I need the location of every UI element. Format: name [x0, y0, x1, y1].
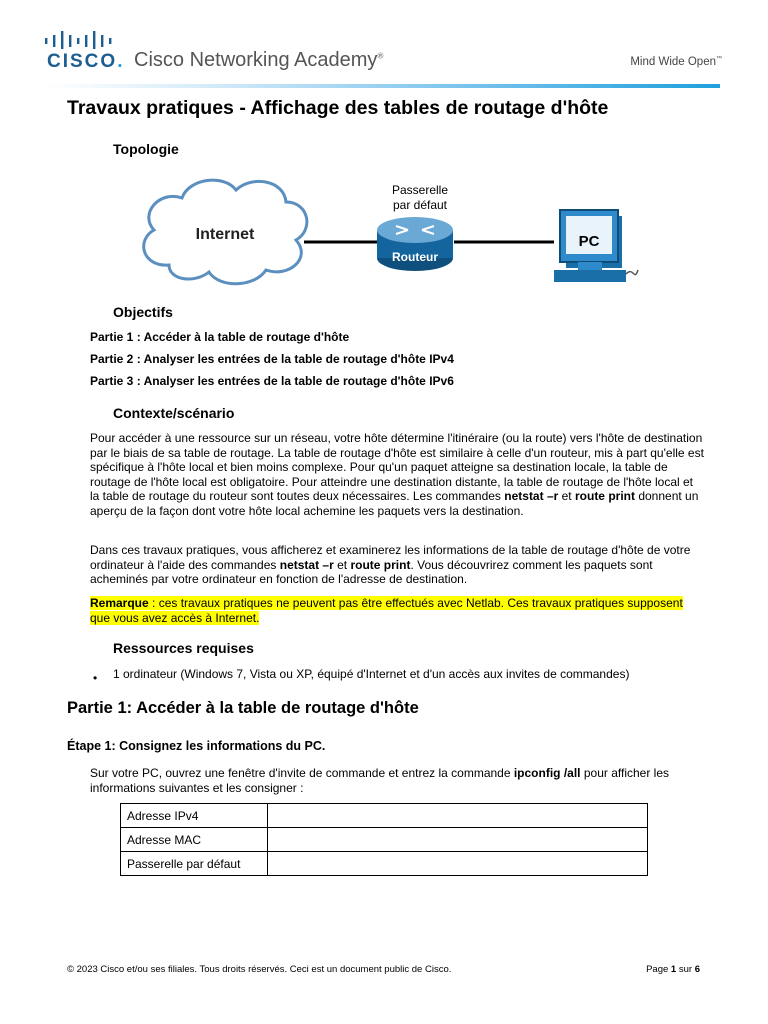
table-row [121, 852, 648, 876]
context-heading: Contexte/scénario [113, 405, 235, 421]
context-paragraph-2: Dans ces travaux pratiques, vous afficherez et examinerez les informations de la table de routage d'hôte de votre ordinateur à l'aide des commandes netstat –r et route print. Vous découvrirez comment les paquets sont acheminés par votre ordinateur en fonction de l'adresse de destination. [90, 543, 691, 587]
note-paragraph: Remarque : ces travaux pratiques ne peuvent pas être effectués avec Netlab. Ces travaux pratiques supposent que vous avez accès à Internet. [90, 596, 683, 625]
part1-heading: Partie 1: Accéder à la table de routage d'hôte [67, 699, 419, 717]
objective-part-1: Partie 1 : Accéder à la table de routage d'hôte [90, 330, 350, 344]
resource-item: 1 ordinateur (Windows 7, Vista ou XP, équipé d'Internet et d'un accès aux invites de commandes) [113, 667, 630, 681]
bullet: • [93, 671, 98, 685]
table-row [121, 828, 648, 852]
internet-label: Internet [195, 226, 255, 243]
table-value-mac[interactable] [268, 828, 648, 852]
footer-page-number: Page 1 sur 6 [646, 964, 700, 975]
footer-copyright: © 2023 Cisco et/ou ses filiales. Tous droits réservés. Ceci est un document public de Cisco. [67, 964, 452, 975]
table-row [121, 804, 648, 828]
table-label-ipv4: Adresse IPv4 [121, 804, 268, 828]
table-value-gateway[interactable] [268, 852, 648, 876]
objective-part-2: Partie 2 : Analyser les entrées de la table de routage d'hôte IPv4 [90, 352, 454, 366]
cisco-logo-bars [44, 31, 114, 49]
pc-label: PC [578, 233, 600, 250]
table-value-ipv4[interactable] [268, 804, 648, 828]
table-label-mac: Adresse MAC [121, 828, 268, 852]
page-title: Travaux pratiques - Affichage des tables de routage d'hôte [67, 97, 609, 119]
topology-diagram [134, 170, 644, 294]
resources-heading: Ressources requises [113, 640, 254, 656]
objective-part-3: Partie 3 : Analyser les entrées de la table de routage d'hôte IPv6 [90, 374, 454, 388]
objectives-heading: Objectifs [113, 304, 173, 320]
tagline: Mind Wide Open™ [630, 56, 722, 68]
router-label: Routeur [392, 250, 438, 264]
context-paragraph-1: Pour accéder à une ressource sur un réseau, votre hôte détermine l'itinéraire (ou la route) vers l'hôte de destination par le biais de sa table de routage. La table de routage d'hôte est similaire à celle d'un routeur, mis à part qu'elle est spécifique à l'hôte local et bien moins complexe. Pour qu'un paquet atteigne sa destination locale, la table de routage de l'hôte local est obligatoire. Pour atteindre une destination distante, la table de routage de l'hôte local et la table de routage du routeur sont toutes deux nécessaires. Les commandes netstat –r et route print donnent un aperçu de la façon dont votre hôte local achemine les paquets vers la destination. [90, 431, 704, 518]
gateway-label-line1: Passerelle [391, 183, 449, 197]
cisco-logo-word: CISCO. [47, 51, 125, 72]
gateway-label-line2: par défaut [392, 198, 448, 212]
pc-info-table [120, 803, 648, 876]
step1-heading: Étape 1: Consignez les informations du PC. [67, 739, 326, 753]
header-rule [46, 84, 720, 88]
step1-instructions: Sur votre PC, ouvrez une fenêtre d'invite de commande et entrez la commande ipconfig /all pour afficher les informations suivantes et les consigner : [90, 766, 670, 795]
table-label-gateway: Passerelle par défaut [121, 852, 268, 876]
topology-heading: Topologie [113, 141, 179, 157]
academy-name: Cisco Networking Academy® [134, 49, 384, 71]
